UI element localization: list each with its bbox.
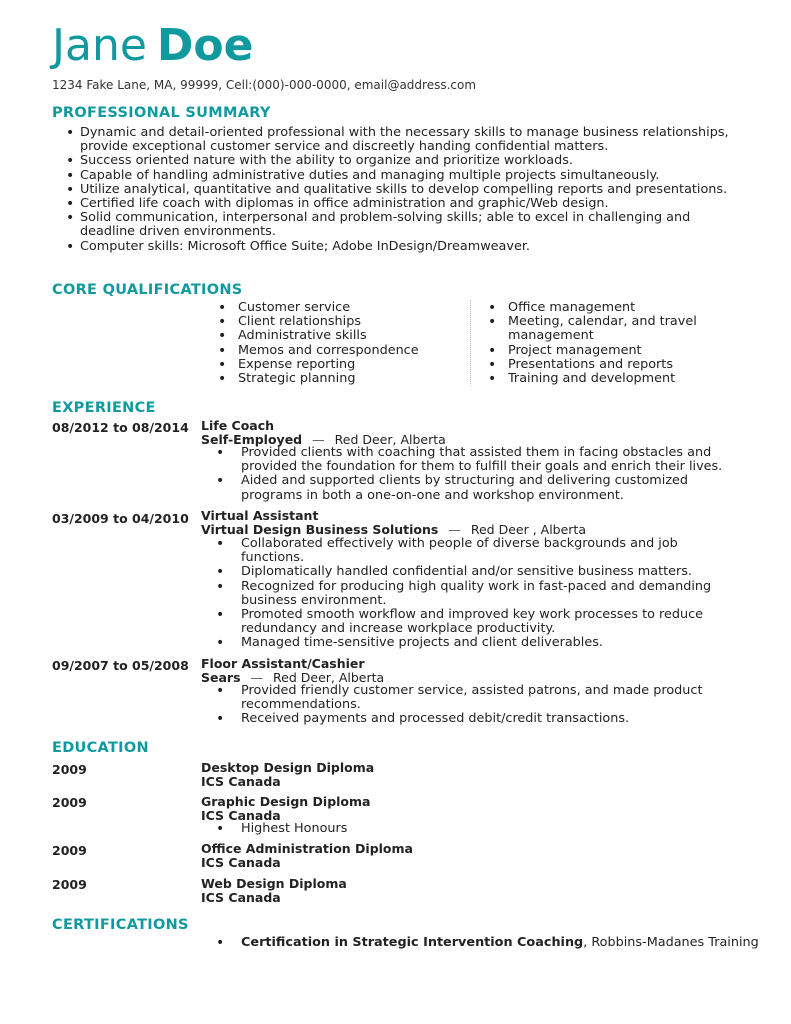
- summary-item: • Solid communication, interpersonal and problem-solving skills; able to excel in challenging and deadline driven environments.: [66, 211, 736, 239]
- education-school: ICS Canada: [201, 808, 281, 823]
- experience-heading: EXPERIENCE: [52, 400, 156, 416]
- qualifications-divider: [470, 300, 471, 386]
- job-bullet: • Promoted smooth workflow and improved key work processes to reduce redundancy and increase workplace productivity.: [216, 608, 736, 636]
- job-bullet: • Provided clients with coaching that assisted them in facing obstacles and provided the foundation for them to fulfill their goals and enrich their lives.: [216, 446, 736, 474]
- education-school: ICS Canada: [201, 855, 281, 870]
- education-degree: Web Design Diploma: [201, 876, 347, 891]
- education-notes: [216, 822, 736, 836]
- job-bullets: [216, 446, 736, 503]
- job-location: Red Deer, Alberta: [334, 432, 446, 447]
- separator-dash: —: [448, 522, 461, 537]
- job-location: Red Deer , Alberta: [470, 522, 586, 537]
- company-name: Sears: [201, 670, 241, 685]
- job-title: Virtual Assistant: [201, 508, 319, 523]
- certification-item: [216, 936, 776, 950]
- education-school: ICS Canada: [201, 774, 281, 789]
- first-name: Jane: [52, 20, 147, 71]
- qualifications-left-list: [214, 301, 464, 386]
- job-title: Floor Assistant/Cashier: [201, 656, 365, 671]
- job-location: Red Deer, Alberta: [273, 670, 385, 685]
- education-heading: EDUCATION: [52, 740, 149, 756]
- job-bullet: • Collaborated effectively with people of diverse backgrounds and job functions.: [216, 537, 736, 565]
- certifications-heading: CERTIFICATIONS: [52, 917, 189, 933]
- separator-dash: —: [250, 670, 264, 685]
- summary-item: • Utilize analytical, quantitative and qualitative skills to develop compelling reports and presentations.: [66, 183, 736, 197]
- education-year: 2009: [52, 762, 87, 777]
- qualification-item: • Project management: [484, 344, 714, 358]
- education-year: 2009: [52, 843, 87, 858]
- qualification-item: • Memos and correspondence: [214, 344, 464, 358]
- qualification-item: • Expense reporting: [214, 358, 464, 372]
- qualification-item: • Office management: [484, 301, 714, 315]
- job-bullet: • Diplomatically handled confidential and/or sensitive business matters.: [216, 565, 736, 579]
- education-note: • Highest Honours: [216, 822, 736, 836]
- education-school: ICS Canada: [201, 890, 281, 905]
- qualification-item: • Client relationships: [214, 315, 464, 329]
- qualification-item: • Meeting, calendar, and travel management: [484, 315, 714, 343]
- qualification-item: • Administrative skills: [214, 329, 464, 343]
- qualification-item: • Presentations and reports: [484, 358, 714, 372]
- education-degree: Graphic Design Diploma: [201, 794, 371, 809]
- job-dates: 03/2009 to 04/2010: [52, 511, 189, 526]
- summary-item: • Success oriented nature with the ability to organize and prioritize workloads.: [66, 154, 736, 168]
- job-employer: [201, 522, 586, 537]
- qualification-item: • Customer service: [214, 301, 464, 315]
- job-bullet: • Managed time-sensitive projects and client deliverables.: [216, 636, 736, 650]
- job-bullet: • Recognized for producing high quality work in fast-paced and demanding business environment.: [216, 580, 736, 608]
- education-degree: Office Administration Diploma: [201, 841, 413, 856]
- contact-line: 1234 Fake Lane, MA, 99999, Cell:(000)-000-0000, email@address.com: [52, 78, 477, 92]
- certification-list: [216, 936, 776, 950]
- job-dates: 08/2012 to 08/2014: [52, 420, 189, 435]
- job-bullet: • Provided friendly customer service, assisted patrons, and made product recommendations.: [216, 684, 736, 712]
- job-bullets: [216, 684, 736, 727]
- qualification-item: • Strategic planning: [214, 372, 464, 386]
- summary-heading: PROFESSIONAL SUMMARY: [52, 105, 271, 121]
- job-bullet: • Received payments and processed debit/credit transactions.: [216, 712, 736, 726]
- education-year: 2009: [52, 795, 87, 810]
- last-name: Doe: [156, 20, 254, 71]
- job-bullet: • Aided and supported clients by structuring and delivering customized programs in both a one-on-one and workshop environment.: [216, 474, 736, 502]
- qualifications-heading: CORE QUALIFICATIONS: [52, 282, 243, 298]
- summary-item: • Certified life coach with diplomas in office administration and graphic/Web design.: [66, 197, 736, 211]
- summary-item: • Computer skills: Microsoft Office Suite; Adobe InDesign/Dreamweaver.: [66, 240, 736, 254]
- certification-name: Certification in Strategic Intervention Coaching: [241, 935, 584, 950]
- education-degree: Desktop Design Diploma: [201, 760, 375, 775]
- job-title: Life Coach: [201, 418, 275, 433]
- job-dates: 09/2007 to 05/2008: [52, 658, 189, 673]
- qualifications-right-list: [484, 301, 714, 386]
- summary-item: • Capable of handling administrative duties and managing multiple projects simultaneously.: [66, 169, 736, 183]
- certification-issuer: , Robbins-Madanes Training: [583, 935, 759, 950]
- education-year: 2009: [52, 877, 87, 892]
- summary-item: • Dynamic and detail-oriented professional with the necessary skills to manage business relationships, provide exceptional customer service and discreetly handing confidential matters.: [66, 126, 736, 154]
- qualification-item: • Training and development: [484, 372, 714, 386]
- separator-dash: —: [312, 432, 325, 447]
- candidate-name: [52, 22, 254, 70]
- company-name: Self-Employed: [201, 432, 303, 447]
- company-name: Virtual Design Business Solutions: [201, 522, 439, 537]
- job-bullets: [216, 537, 736, 651]
- summary-list: [66, 126, 736, 254]
